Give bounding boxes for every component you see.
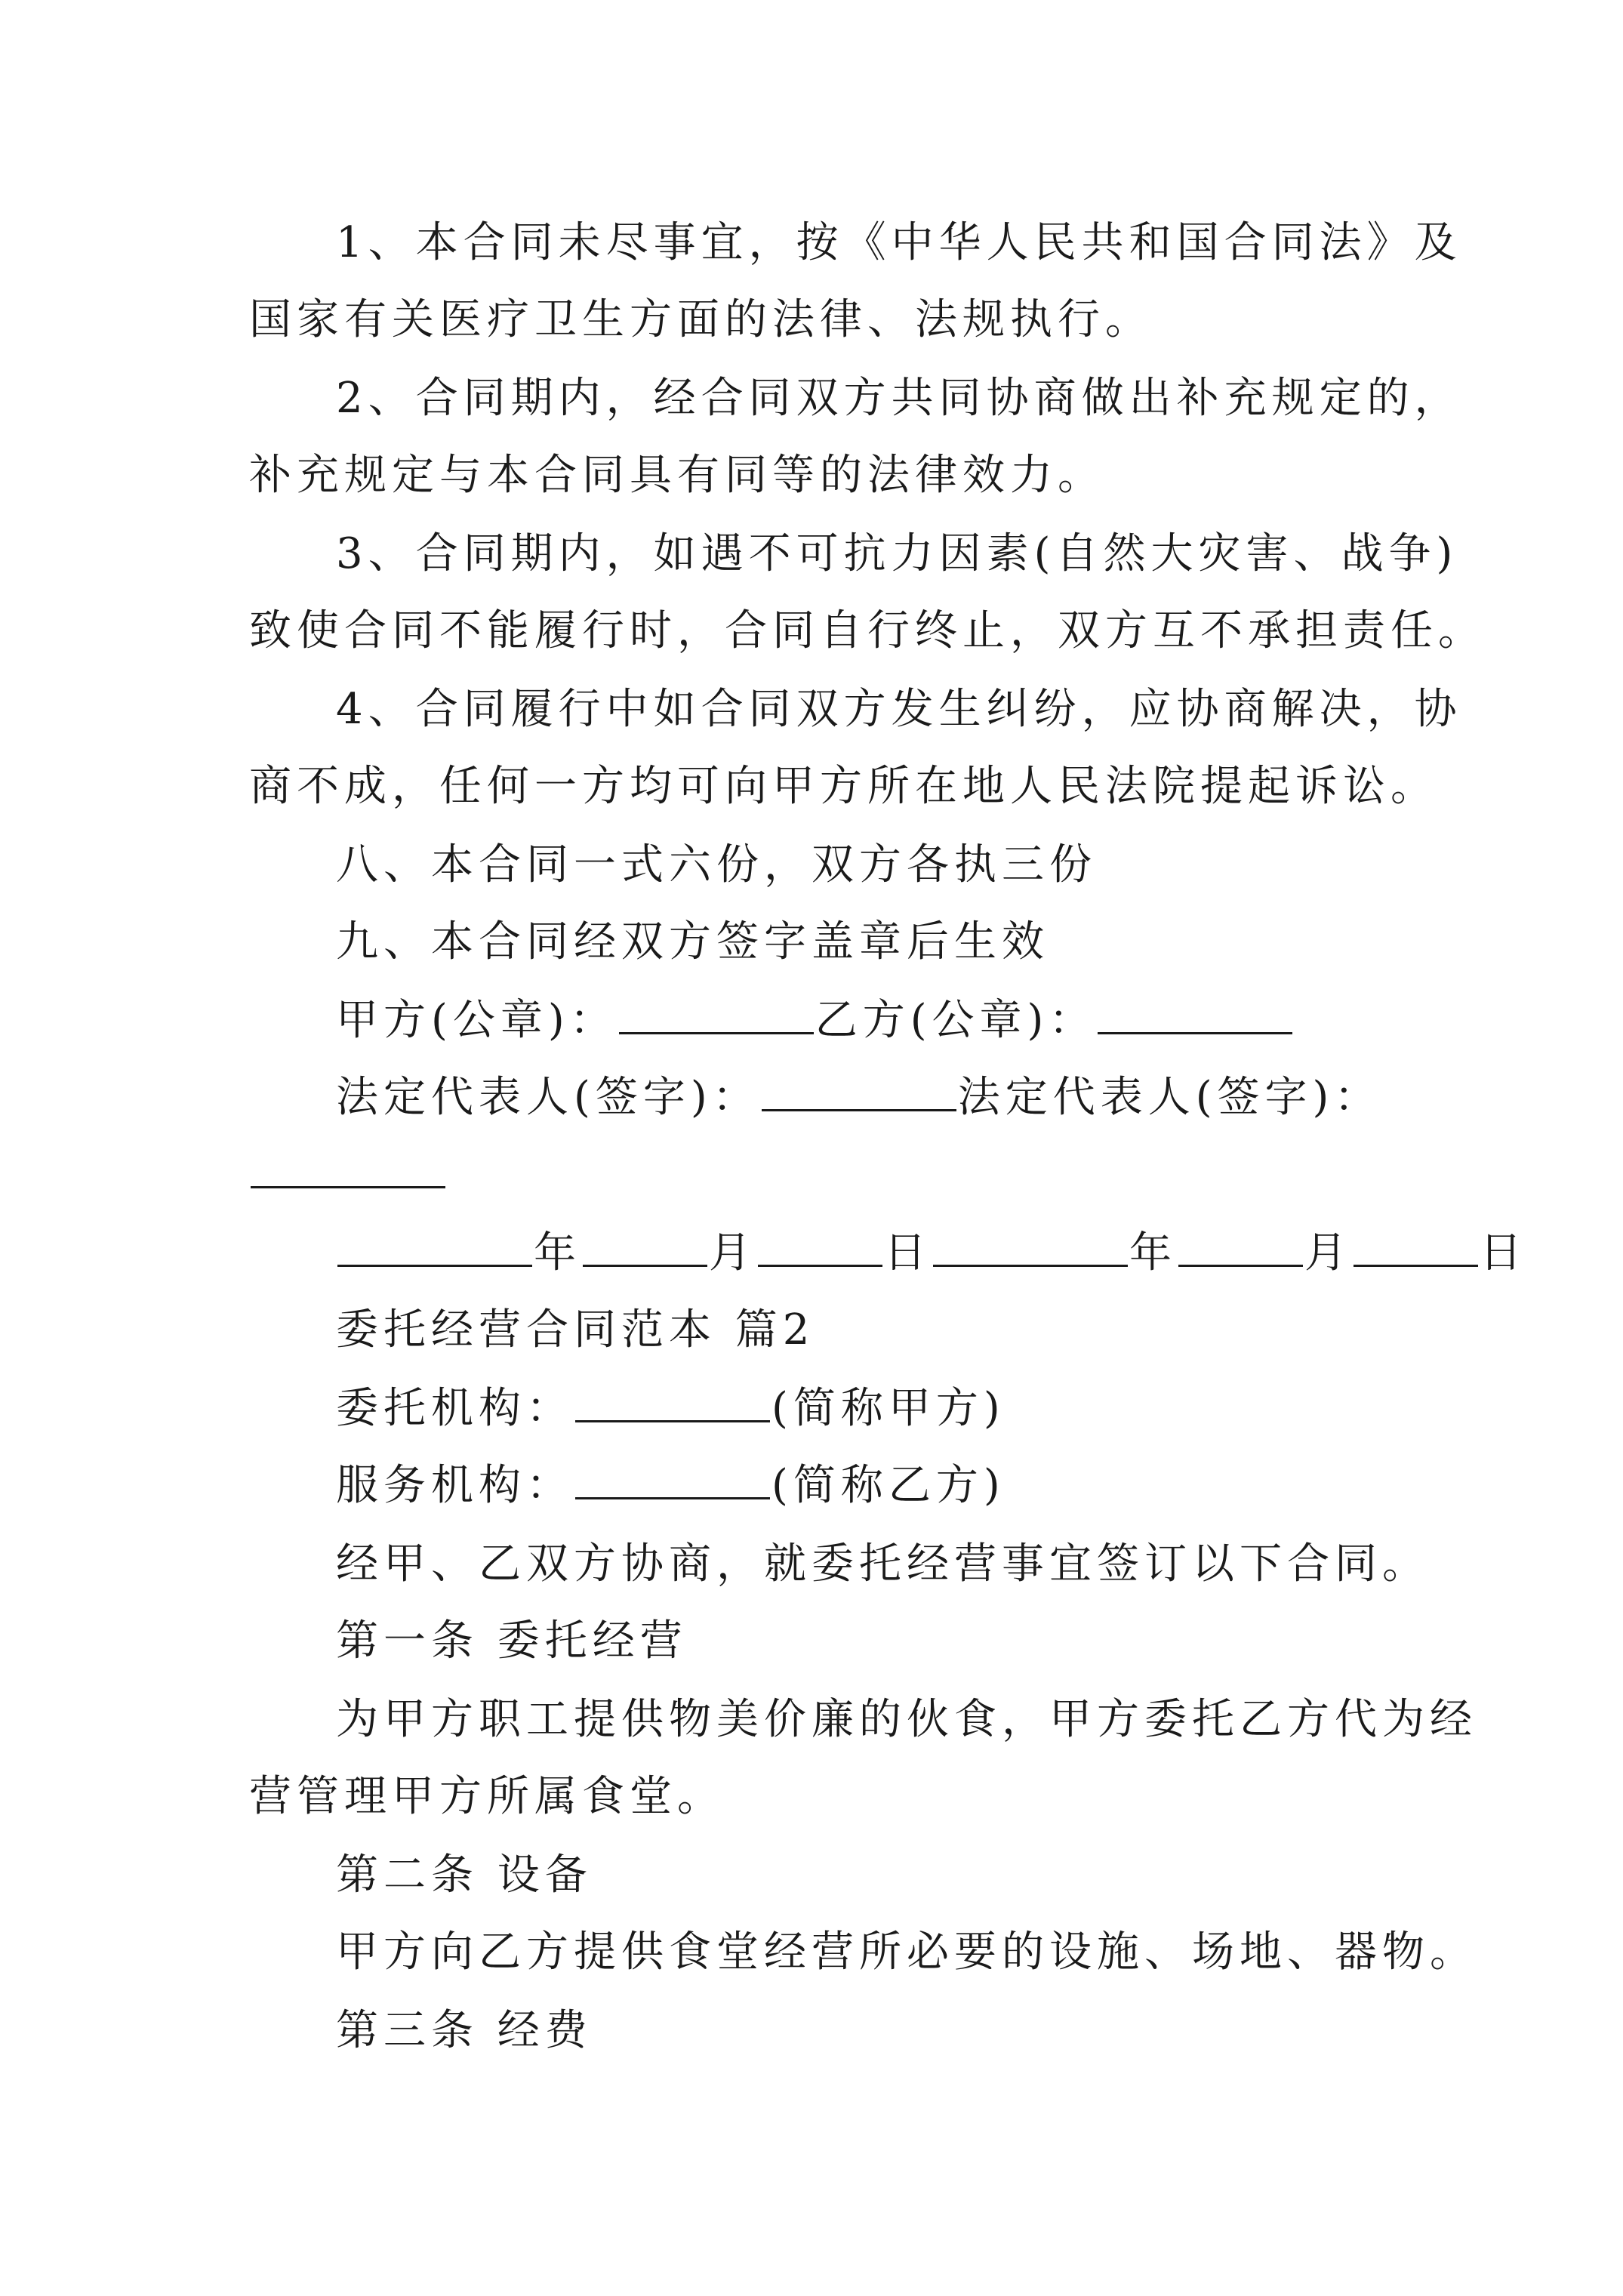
- party-a-rep-blank: [762, 1074, 956, 1111]
- clause-1-line-1: 1、本合同未尽事宜，按《中华人民共和国合同法》及: [336, 218, 1462, 267]
- item-nine: 九、本合同经双方签字盖章后生效: [336, 917, 1049, 966]
- party-b-month-blank: [1178, 1230, 1303, 1267]
- party-b-year-blank: [933, 1230, 1128, 1267]
- party-b-day-blank: [1354, 1230, 1478, 1267]
- party-a-rep-label: 法定代表人(签字)：: [336, 1073, 760, 1122]
- article-1-line-1: 为甲方职工提供物美价廉的伙食，甲方委托乙方代为经: [336, 1695, 1477, 1744]
- clause-4-line-1: 4、合同履行中如合同双方发生纠纷，应协商解决，协: [336, 685, 1462, 734]
- article-2-line-1: 甲方向乙方提供食堂经营所必要的设施、场地、器物。: [336, 1928, 1477, 1977]
- party-a-day-blank: [758, 1230, 882, 1267]
- intro-text: 经甲、乙双方协商，就委托经营事宜签订以下合同。: [336, 1539, 1430, 1589]
- item-eight: 八、本合同一式六份，双方各执三份: [336, 840, 1097, 889]
- party-a-seal-blank: [619, 997, 814, 1034]
- party-b-month-label: 月: [1304, 1228, 1352, 1277]
- client-note: (简称甲方): [771, 1384, 1006, 1433]
- clause-4-line-2: 商不成，任何一方均可向甲方所在地人民法院提起诉讼。: [249, 762, 1438, 811]
- party-a-month-label: 月: [709, 1228, 756, 1277]
- party-a-seal-label: 甲方(公章)：: [336, 996, 617, 1045]
- party-b-seal-blank: [1098, 997, 1292, 1034]
- provider-blank: [575, 1462, 770, 1499]
- party-a-year-blank: [337, 1230, 532, 1267]
- article-2-title: 第二条 设备: [336, 1851, 593, 1900]
- seal-line: [336, 994, 1393, 1048]
- article-1-title: 第一条 委托经营: [336, 1616, 688, 1666]
- client-line: [336, 1382, 1393, 1436]
- clause-1-line-2: 国家有关医疗卫生方面的法律、法规执行。: [249, 295, 1153, 344]
- party-b-day-label: 日: [1480, 1228, 1527, 1277]
- party-a-day-label: 日: [884, 1228, 932, 1277]
- clause-2-line-2: 补充规定与本合同具有同等的法律效力。: [249, 451, 1105, 500]
- party-b-year-label: 年: [1129, 1228, 1177, 1277]
- representative-continuation-line: [249, 1148, 1381, 1202]
- party-b-rep-label: 法定代表人(签字)：: [957, 1073, 1382, 1122]
- party-b-seal-label: 乙方(公章)：: [815, 996, 1097, 1045]
- party-a-month-blank: [583, 1230, 707, 1267]
- section-title: 委托经营合同范本 篇2: [336, 1305, 815, 1354]
- clause-3-line-2: 致使合同不能履行时，合同自行终止，双方互不承担责任。: [249, 606, 1486, 655]
- clause-2-line-1: 2、合同期内，经合同双方共同协商做出补充规定的，: [336, 374, 1462, 423]
- article-3-title: 第三条 经费: [336, 2006, 593, 2055]
- party-b-rep-blank: [251, 1151, 445, 1188]
- representative-line: [336, 1071, 1393, 1125]
- provider-label: 服务机构：: [336, 1461, 574, 1510]
- client-label: 委托机构：: [336, 1384, 574, 1433]
- client-blank: [575, 1385, 770, 1422]
- article-1-line-2: 营管理甲方所属食堂。: [249, 1772, 725, 1821]
- date-line: [336, 1226, 1527, 1281]
- provider-note: (简称乙方): [771, 1461, 1006, 1510]
- provider-line: [336, 1459, 1393, 1513]
- party-a-year-label: 年: [534, 1228, 581, 1277]
- clause-3-line-1: 3、合同期内，如遇不可抗力因素(自然大灾害、战争): [336, 529, 1458, 578]
